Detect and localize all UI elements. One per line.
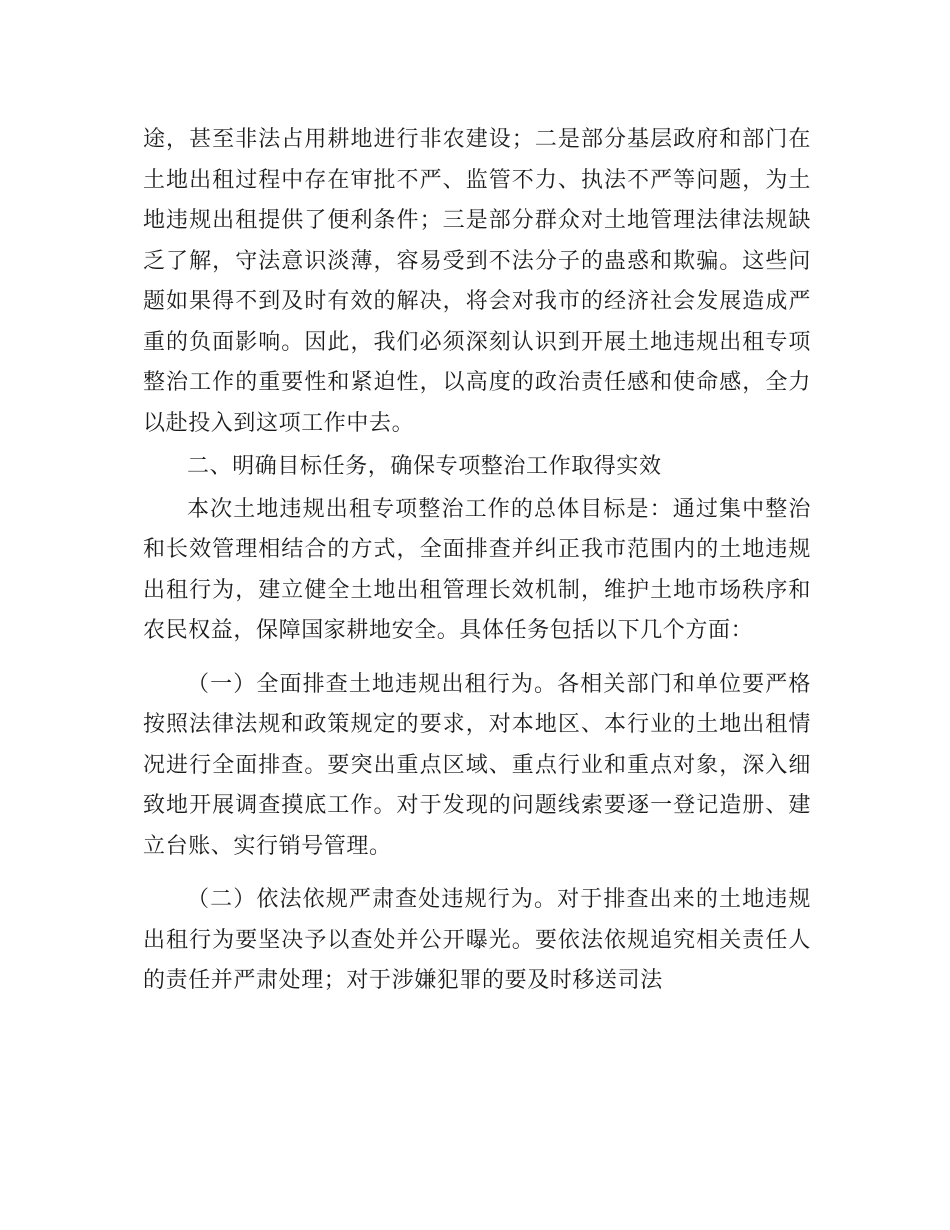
paragraph-task-one: （一）全面排查土地违规出租行为。各相关部门和单位要严格按照法律法规和政策规定的要求，对本地区、本行业的土地出租情况进行全面排查。要突出重点区域、重点行业和重点对象，深入细致地开展调查摸底工作。对于发现的问题线索要逐一登记造册、建立台账、实行销号管理。 [143, 671, 811, 859]
document-body [143, 120, 811, 1002]
paragraph-problems-analysis: 途，甚至非法占用耕地进行非农建设；二是部分基层政府和部门在土地出租过程中存在审批不严、监管不力、执法不严等问题，为土地违规出租提供了便利条件；三是部分群众对土地管理法律法规缺乏了解，守法意识淡薄，容易受到不法分子的蛊惑和欺骗。这些问题如果得不到及时有效的解决，将会对我市的经济社会发展造成严重的负面影响。因此，我们必须深刻认识到开展土地违规出租专项整治工作的重要性和紧迫性，以高度的政治责任感和使命感，全力以赴投入到这项工作中去。 [143, 127, 811, 436]
section-heading-objectives: 二、明确目标任务，确保专项整治工作取得实效 [187, 454, 662, 479]
paragraph-task-two: （二）依法依规严肃查处违规行为。对于排查出来的土地违规出租行为要坚决予以查处并公开曝光。要依法依规追究相关责任人的责任并严肃处理；对于涉嫌犯罪的要及时移送司法 [143, 887, 811, 993]
paragraph-overall-goal: 本次土地违规出租专项整治工作的总体目标是：通过集中整治和长效管理相结合的方式，全面排查并纠正我市范围内的土地违规出租行为，建立健全土地出租管理长效机制，维护土地市场秩序和农民权益，保障国家耕地安全。具体任务包括以下几个方面： [143, 496, 811, 643]
